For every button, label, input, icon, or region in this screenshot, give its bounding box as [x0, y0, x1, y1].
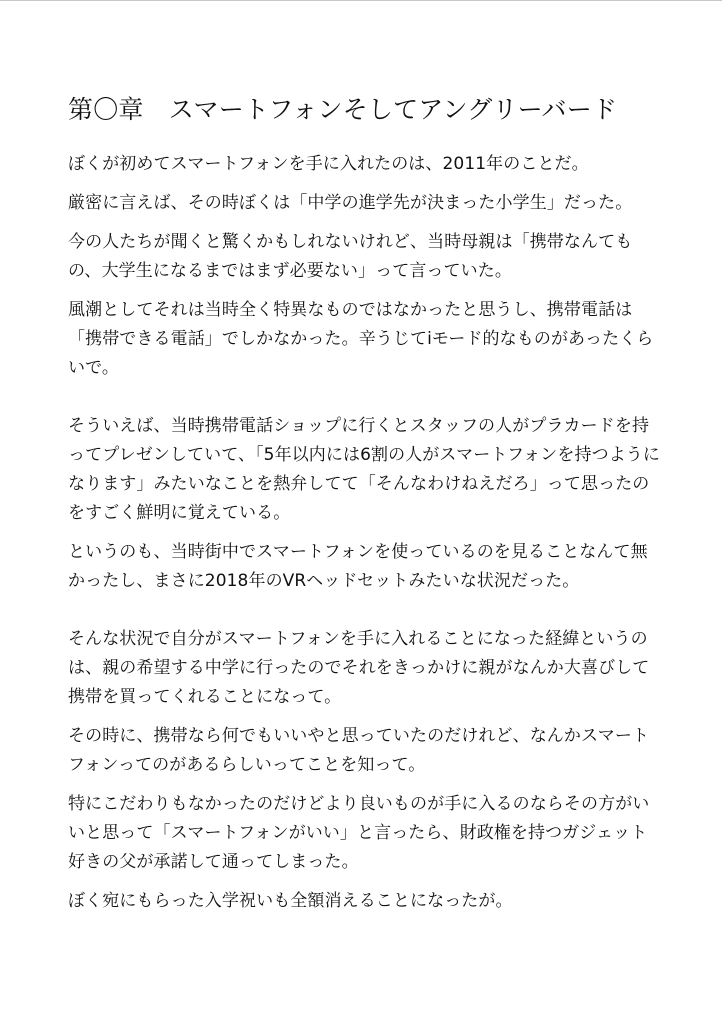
paragraph-9: 特にこだわりもなかったのだけどより良いものが手に入るのならその方がいいと思って「スマートフォンがいい」と言ったら、財政権を持つガジェット好きの父が承諾して通ってしまった。 [68, 794, 650, 872]
document-page [68, 92, 664, 926]
chapter-title: 第〇章 スマートフォンそしてアングリーバード [68, 95, 618, 124]
paragraph-10: ぼく宛にもらった入学祝いも全額消えることになったが。 [68, 891, 513, 911]
paragraph-7: そんな状況で自分がスマートフォンを手に入れることになった経緯というのは、親の希望する中学に行ったのでそれをきっかけに親がなんか大喜びして携帯を買ってくれることになって。 [68, 629, 650, 707]
paragraph-1: ぼくが初めてスマートフォンを手に入れたのは、2011年のことだ。 [68, 154, 589, 174]
paragraph-2: 厳密に言えば、その時ぼくは「中学の進学先が決まった小学生」だった。 [68, 193, 633, 213]
paragraph-4: 風潮としてそれは当時全く特異なものではなかったと思うし、携帯電話は「携帯できる電話」でしかなかった。辛うじてiモード的なものがあったくらいで。 [68, 300, 654, 378]
paragraph-6: というのも、当時街中でスマートフォンを使っているのを見ることなんて無かったし、まさに2018年のVRヘッドセットみたいな状況だった。 [68, 542, 648, 591]
paragraph-5: そういえば、当時携帯電話ショップに行くとスタッフの人がプラカードを持ってプレゼンしていて、「5年以内には6割の人がスマートフォンを持つようになります」みたいなことを熱弁してて「そんなわけねえだろ」って思ったのをすごく鮮明に覚えている。 [68, 416, 661, 523]
top-border-line [0, 0, 722, 1]
paragraph-8: その時に、携帯なら何でもいいやと思っていたのだけれど、なんかスマートフォンってのがあるらしいってことを知って。 [68, 726, 650, 775]
paragraph-3: 今の人たちが聞くと驚くかもしれないけれど、当時母親は「携帯なんてもの、大学生になるまではまず必要ない」って言っていた。 [68, 232, 633, 281]
